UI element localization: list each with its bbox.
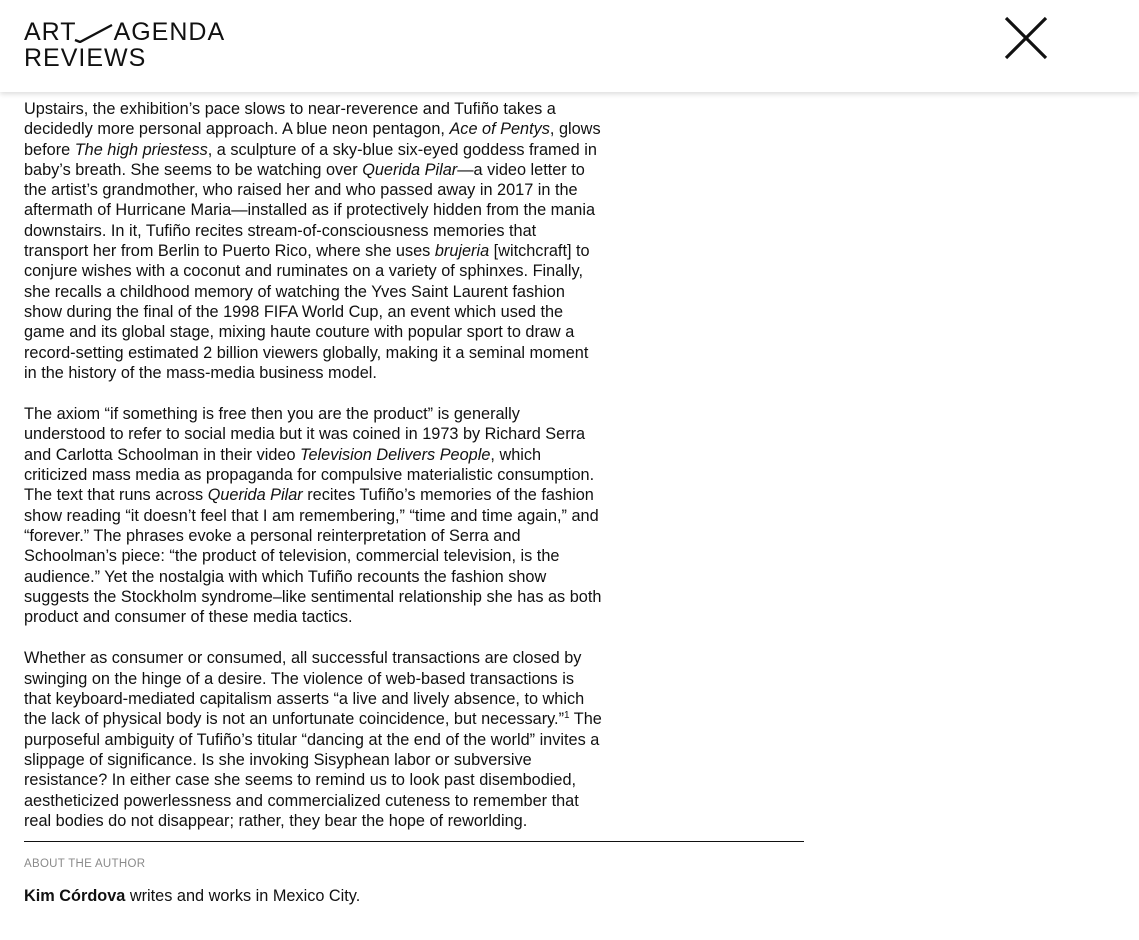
close-button[interactable] <box>1003 15 1049 61</box>
text-run: Upstairs, the exhibition’s pace slows to near-reverence and Tufiño takes a decidedly more personal approach. A blue neon pentagon, <box>24 100 556 139</box>
italic-title: Television Delivers People <box>300 445 491 464</box>
logo-word-agenda: AGENDA <box>113 18 226 46</box>
text-run: Whether as consumer or consumed, all successful transactions are closed by swinging on the hinge of a desire. The violence of web-based transactions is that keyboard-mediated capitalism asserts “a live and lively absence, to which the lack of physical body is not an unfortunate coincidence, but necessary.” <box>24 649 585 729</box>
author-bio-text: writes and works in Mexico City. <box>125 887 361 905</box>
article-paragraph-3 <box>24 648 604 831</box>
logo-slash-icon <box>74 21 114 43</box>
logo-word-art: ART <box>24 18 77 46</box>
italic-title: The high priestess <box>74 140 208 159</box>
logo-word-reviews: REVIEWS <box>24 44 147 72</box>
article-paragraph-2 <box>24 404 604 627</box>
text-run: , glows before <box>24 120 601 159</box>
author-name[interactable]: Kim Córdova <box>24 887 126 905</box>
logo-bottom-row <box>24 44 225 72</box>
art-agenda-reviews-logo[interactable] <box>24 18 225 72</box>
site-header <box>0 0 1139 92</box>
article-paragraph-1 <box>24 99 604 383</box>
about-the-author-label: ABOUT THE AUTHOR <box>24 858 146 870</box>
text-run: , a sculpture of a sky-blue six-eyed goddess framed in baby’s breath. She seems to be watching over <box>24 140 597 179</box>
footnote-ref[interactable]: 1 <box>564 710 570 722</box>
text-run: [witchcraft] to conjure wishes with a coconut and ruminates on a variety of sphinxes. Finally, she recalls a childhood memory of watching the Yves Saint Laurent fashion show during the final of the 1998 FIFA World Cup, an event which used the game and its global stage, mixing haute couture with popular sport to draw a record-setting estimated 2 billion viewers globally, making it a seminal moment in the history of the mass-media business model. <box>24 242 590 382</box>
author-bio <box>24 887 360 906</box>
text-run: The axiom “if something is free then you are the product” is generally understood to refer to social media but it was coined in 1973 by Richard Serra and Carlotta Schoolman in their video <box>24 405 586 464</box>
logo-top-row <box>24 18 225 46</box>
author-divider <box>24 841 804 842</box>
text-run: —a video letter to the artist’s grandmother, who raised her and who passed away in 2017 in the aftermath of Hurricane Maria—installed as if protectively hidden from the mania downstairs. In it, Tufiño recites stream-of-consciousness memories that transport her from Berlin to Puerto Rico, where she uses <box>24 160 596 261</box>
article-body <box>24 99 604 852</box>
italic-title: Ace of Pentys <box>449 120 550 139</box>
text-run: , which criticized mass media as propaganda for compulsive materialistic consumption. The text that runs across <box>24 445 595 505</box>
text-run: The purposeful ambiguity of Tufiño’s titular “dancing at the end of the world” invites a slippage of significance. Is she invoking Sisyphean labor or subversive resistance? In either case she seems to remind us to look past disembodied, aestheticized powerlessness and commercialized cuteness to remember that real bodies do not disappear; rather, they bear the hope of reworlding. <box>24 710 602 830</box>
italic-title: brujeria <box>434 242 490 261</box>
close-icon <box>1003 15 1049 61</box>
text-run: recites Tufiño’s memories of the fashion show reading “it doesn’t feel that I am remembering,” “time and time again,” and “forever.” The phrases evoke a personal reinterpretation of Serra and Schoolman’s piece: “the product of television, commercial television, is the audience.” Yet the nostalgia with which Tufiño recounts the fashion show suggests the Stockholm syndrome–like sentimental relationship she has as both product and consumer of these media tactics. <box>24 486 602 627</box>
italic-title: Querida Pilar <box>362 160 458 179</box>
italic-title: Querida Pilar <box>207 486 303 505</box>
